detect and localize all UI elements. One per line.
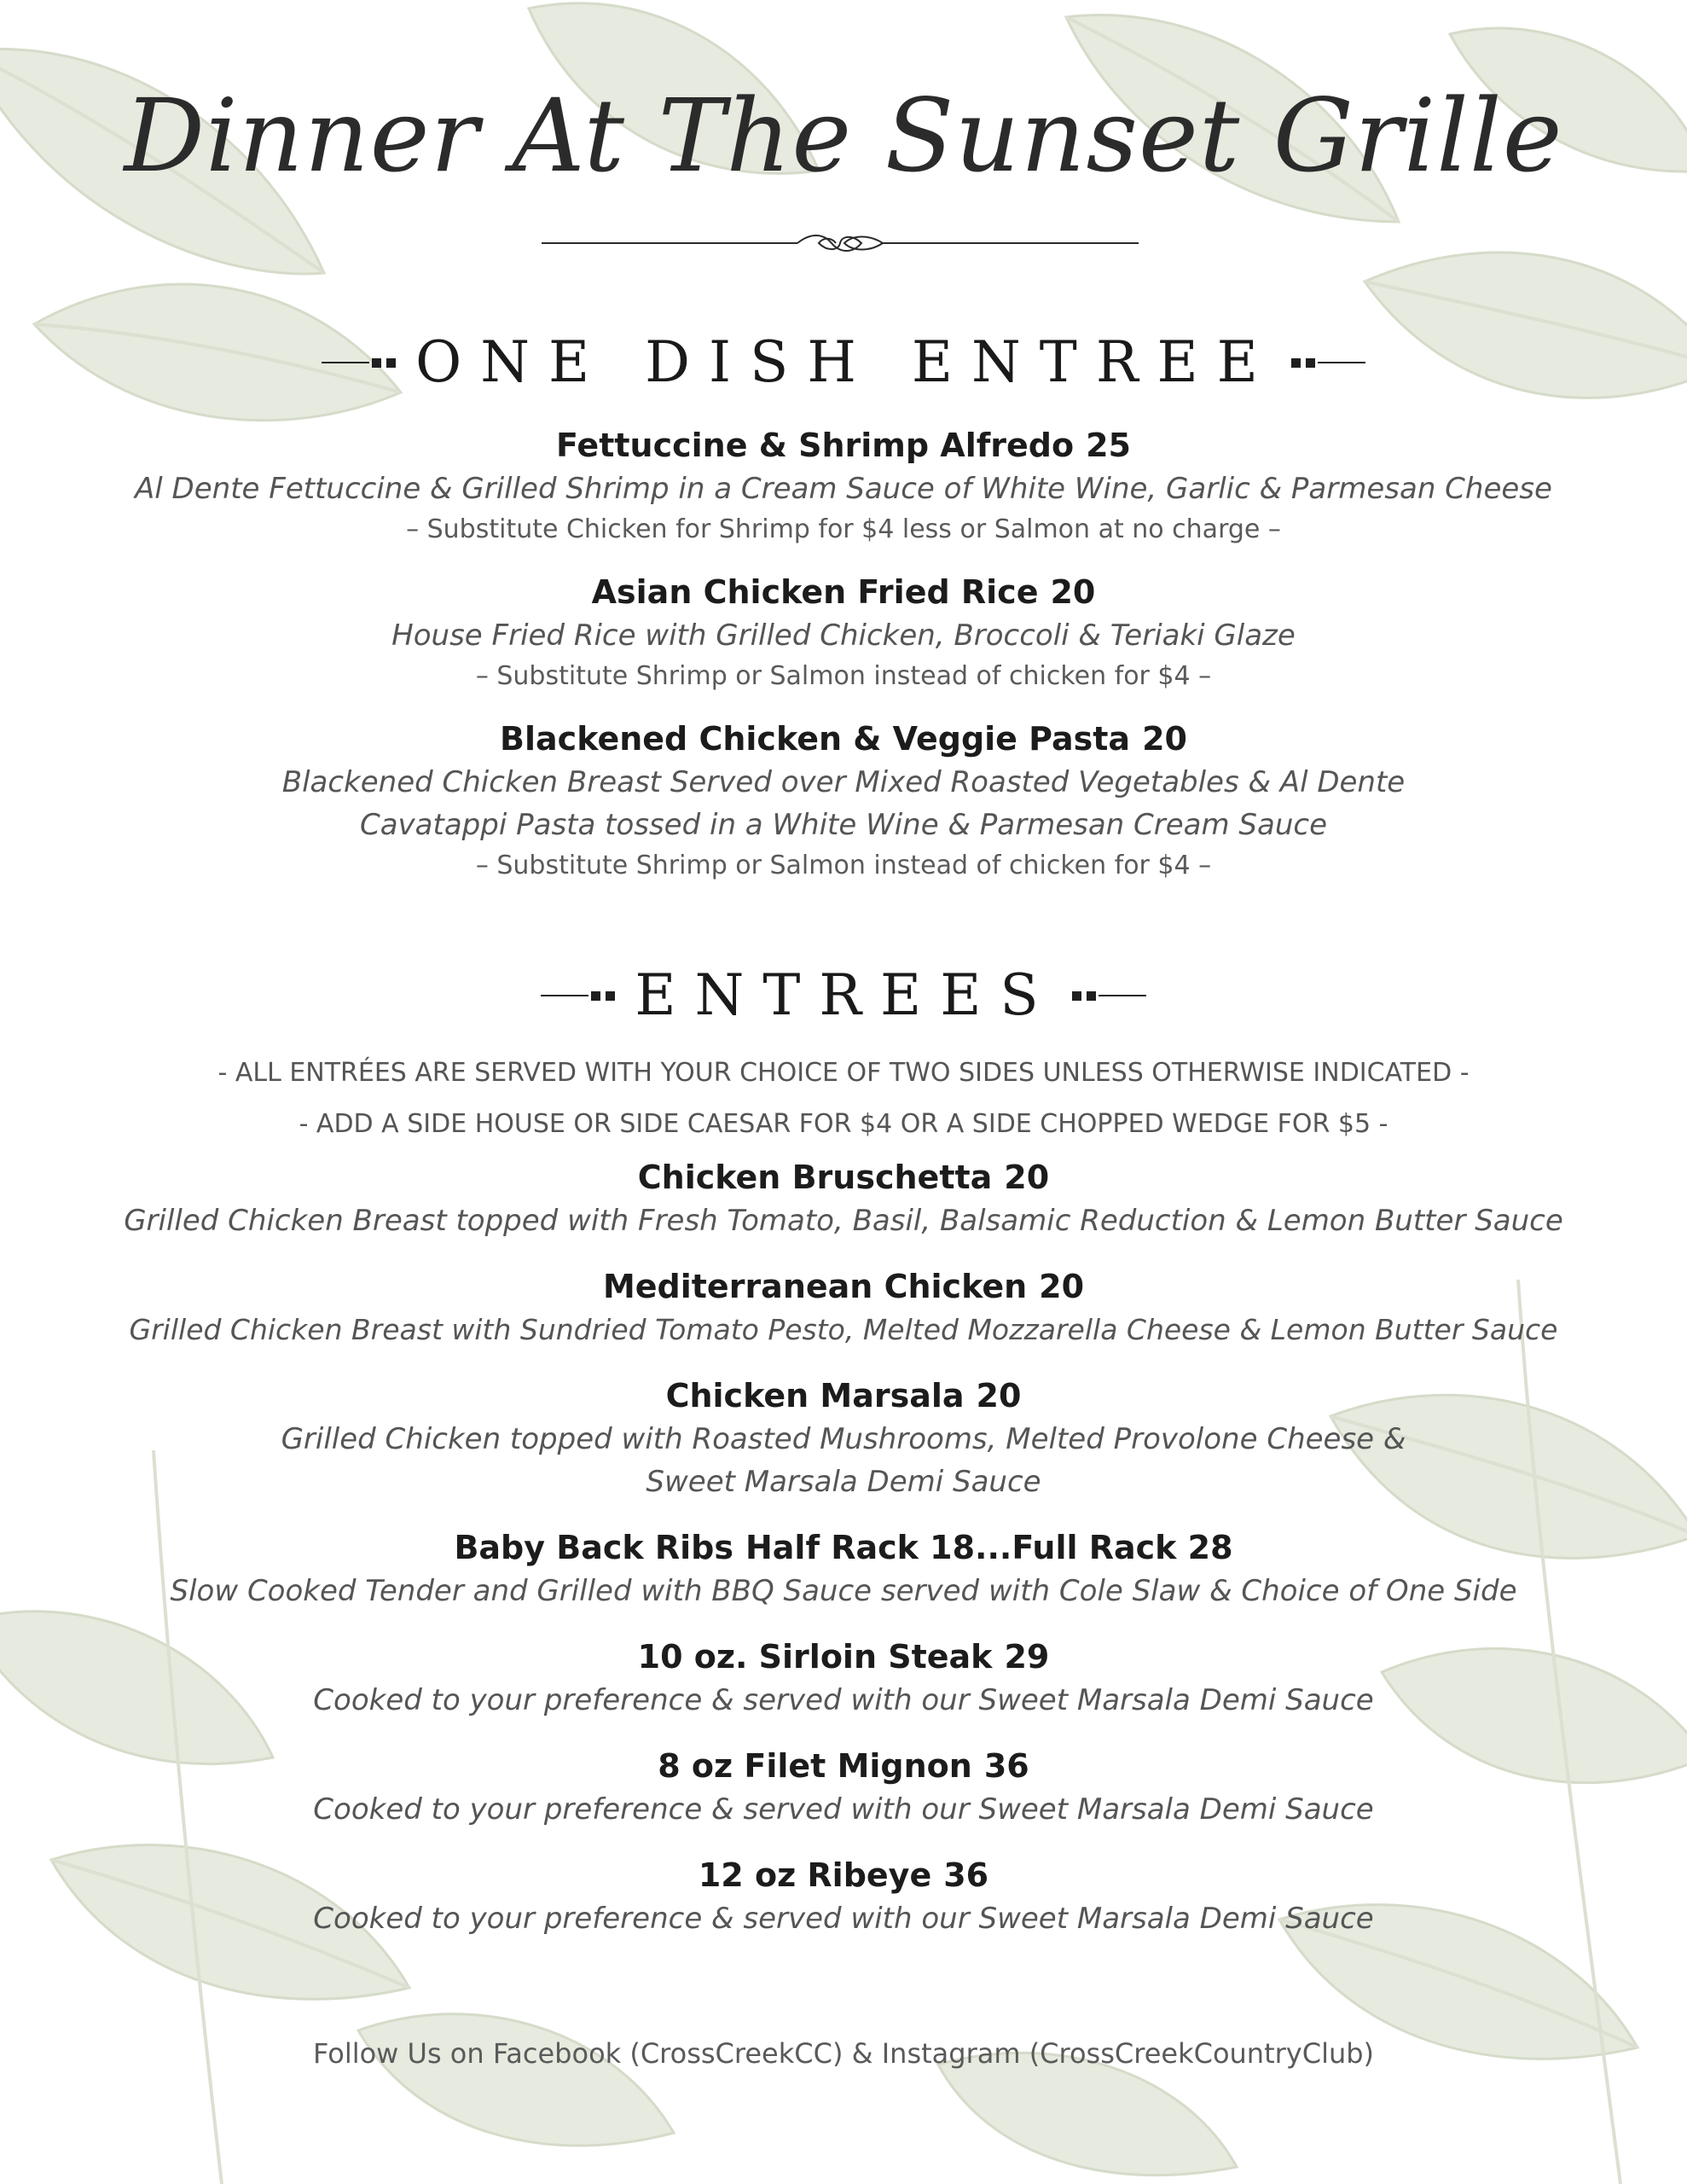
item-name: Chicken Marsala: [665, 1377, 965, 1414]
item-name: Asian Chicken Fried Rice: [591, 573, 1039, 611]
item-name: 10 oz. Sirloin Steak: [637, 1638, 993, 1676]
menu-item: [0, 1374, 1687, 1503]
menu-item: [0, 1525, 1687, 1612]
heading-square: [1306, 358, 1315, 368]
item-description: Blackened Chicken Breast Served over Mixed Roasted Vegetables & Al Dente: [281, 765, 1406, 799]
social-footer: Follow Us on Facebook (CrossCreekCC) & Instagram (CrossCreekCountryClub): [312, 2037, 1375, 2070]
item-name: Mediterranean Chicken: [602, 1268, 1028, 1305]
heading-rule-right: [1099, 995, 1146, 996]
item-note: – Substitute Shrimp or Salmon instead of chicken for $4 –: [475, 661, 1212, 691]
heading-square: [372, 358, 381, 368]
heading-square: [606, 991, 615, 1001]
heading-square: [1291, 358, 1301, 368]
menu-title: Dinner At The Sunset Grille: [124, 77, 1563, 195]
item-price: 20: [1039, 1268, 1085, 1305]
item-price: 20: [1142, 720, 1187, 758]
item-description-line-2: Cavatappi Pasta tossed in a White Wine & Parmesan Cream Sauce: [359, 808, 1328, 842]
item-price: 20: [1050, 573, 1096, 611]
item-note: – Substitute Chicken for Shrimp for $4 less or Salmon at no charge –: [406, 514, 1281, 544]
item-description: Cooked to your preference & served with our Sweet Marsala Demi Sauce: [313, 1792, 1374, 1827]
menu-item: [0, 423, 1687, 549]
sides-notice: - ALL ENTRÉES ARE SERVED WITH YOUR CHOICE OF TWO SIDES UNLESS OTHERWISE INDICATED -: [217, 1058, 1470, 1088]
item-description: Al Dente Fettuccine & Grilled Shrimp in a Cream Sauce of White Wine, Garlic & Parmesan Cheese: [135, 472, 1552, 506]
section-title: ONE DISH ENTREE: [415, 329, 1277, 395]
item-price: 20: [976, 1377, 1022, 1414]
item-description: Slow Cooked Tender and Grilled with BBQ Sauce served with Cole Slaw & Choice of One Side: [170, 1574, 1517, 1608]
item-note: – Substitute Shrimp or Salmon instead of chicken for $4 –: [475, 851, 1212, 880]
one-dish-items: [0, 423, 1687, 886]
menu-item: [0, 1155, 1687, 1242]
section-title: ENTREES: [635, 962, 1058, 1028]
menu-item: [0, 717, 1687, 886]
add-side-notice: - ADD A SIDE HOUSE OR SIDE CAESAR FOR $4 OR A SIDE CHOPPED WEDGE FOR $5 -: [299, 1109, 1388, 1139]
item-price: 20: [1004, 1159, 1050, 1196]
item-description: Grilled Chicken topped with Roasted Mushrooms, Melted Provolone Cheese &: [281, 1422, 1406, 1456]
item-price: 36: [983, 1747, 1029, 1785]
item-description: Cooked to your preference & served with our Sweet Marsala Demi Sauce: [313, 1902, 1374, 1936]
item-name: Blackened Chicken & Veggie Pasta: [500, 720, 1131, 758]
item-price: 29: [1004, 1638, 1050, 1676]
menu-item: [0, 1744, 1687, 1831]
item-description-line-2: Sweet Marsala Demi Sauce: [646, 1465, 1041, 1499]
item-name: Chicken Bruschetta: [637, 1159, 993, 1196]
menu-item: [0, 1264, 1687, 1351]
item-description: Cooked to your preference & served with our Sweet Marsala Demi Sauce: [313, 1683, 1374, 1717]
item-name: 8 oz Filet Mignon: [658, 1747, 972, 1785]
section-heading-entrees: [0, 962, 1687, 1028]
menu-item: [0, 570, 1687, 696]
heading-square: [591, 991, 600, 1001]
item-price: 25: [1086, 427, 1131, 464]
item-name: Baby Back Ribs: [454, 1529, 733, 1566]
section-heading-one-dish: [0, 329, 1687, 395]
item-description: Grilled Chicken Breast topped with Fresh Tomato, Basil, Balsamic Reduction & Lemon Butter Sauce: [124, 1204, 1563, 1238]
menu-item: [0, 1853, 1687, 1940]
heading-rule-right: [1318, 362, 1365, 363]
item-price: 36: [943, 1856, 989, 1894]
heading-rule-left: [322, 362, 369, 363]
item-price: Half Rack 18...Full Rack 28: [745, 1529, 1233, 1566]
menu-item: [0, 1635, 1687, 1722]
heading-rule-left: [541, 995, 588, 996]
item-description: House Fried Rice with Grilled Chicken, Broccoli & Teriaki Glaze: [391, 619, 1296, 653]
item-name: Fettuccine & Shrimp Alfredo: [556, 427, 1075, 464]
item-description: Grilled Chicken Breast with Sundried Tomato Pesto, Melted Mozzarella Cheese & Lemon Butter Sauce: [129, 1313, 1558, 1346]
heading-square: [1072, 991, 1081, 1001]
entree-items: [0, 1048, 1687, 1940]
item-name: 12 oz Ribeye: [698, 1856, 932, 1894]
heading-square: [386, 358, 396, 368]
title-flourish: [542, 230, 1139, 256]
heading-square: [1087, 991, 1096, 1001]
